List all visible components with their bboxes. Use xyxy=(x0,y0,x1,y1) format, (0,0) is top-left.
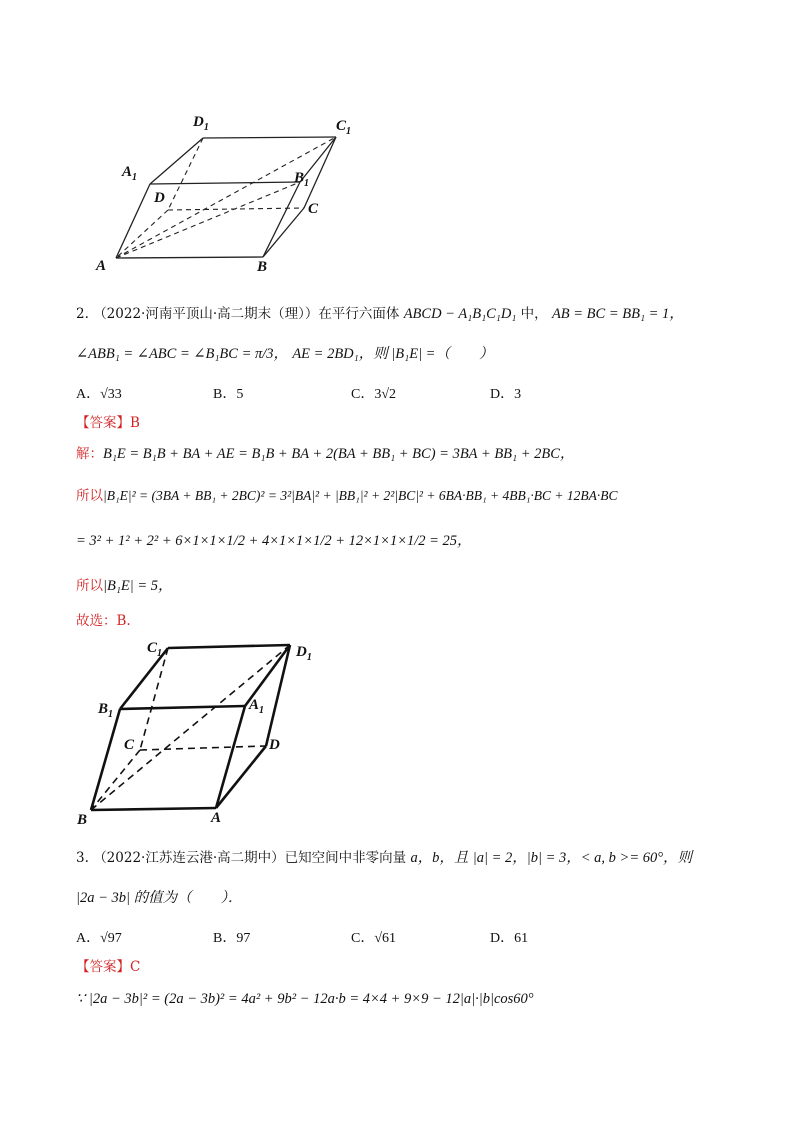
question-2-stem: 2. （2022·河南平顶山·高二期末（理））在平行六面体 ABCD − A₁B₁C₁D₁ 中， AB = BC = BB₁ = 1， xyxy=(76,306,684,322)
solution-2-conclusion: 故选：B. xyxy=(76,613,131,629)
vertex-label-A1: $A_1$ xyxy=(249,697,265,716)
vertex-label-D1: $D_1$ xyxy=(296,644,312,663)
solution-2-line-3: = 3² + 1² + 2² + 6×1×1×1/2 + 4×1×1×1/2 + 12×1×1×1/2 = 25， xyxy=(76,533,472,549)
vertex-label-C1: $C_1$ xyxy=(147,640,163,659)
vertex-label-C: C xyxy=(124,737,135,753)
option-3-A: A．√97 xyxy=(76,931,122,946)
vertex-label-B1: $B_1$ xyxy=(98,701,114,720)
option-3-D: D．61 xyxy=(490,931,529,946)
vertex-label-B1: $B_1$ xyxy=(294,170,310,189)
vertex-label-D1: $D_1$ xyxy=(193,114,209,133)
vertex-label-A: A xyxy=(96,258,107,274)
answer-3: 【答案】C xyxy=(76,959,141,975)
option-2-D: D．3 xyxy=(490,387,522,402)
option-2-B: B．5 xyxy=(213,387,244,402)
vertex-label-A: A xyxy=(211,810,222,826)
vertex-label-C1: $C_1$ xyxy=(336,118,352,137)
vertex-label-D: D xyxy=(269,737,280,753)
option-3-C: C．√61 xyxy=(351,931,397,946)
vertex-label-D: D xyxy=(154,190,165,206)
vertex-label-C: C xyxy=(308,201,319,217)
question-2-conditions: ∠ABB₁ = ∠ABC = ∠B₁BC = π/3， AE = 2BD₁，则 |B₁E| =（ ） xyxy=(76,346,494,362)
solution-2-line-2: 所以|B₁E|² = (3BA + BB₁ + 2BC)² = 3²|BA|² + |BB₁|² + 2²|BC|² + 6BA·BB₁ + 4BB₁·BC + 12BA·BC xyxy=(76,488,618,504)
option-2-A: A．√33 xyxy=(76,387,122,402)
option-3-B: B．97 xyxy=(213,931,251,946)
question-3-stem: 3. （2022·江苏连云港·高二期中）已知空间中非零向量 a，b，且 |a| = 2，|b| = 3，< a, b >= 60°，则 xyxy=(76,850,693,866)
solution-3-line-1: ∵ |2a − 3b|² = (2a − 3b)² = 4a² + 9b² − 12a·b = 4×4 + 9×9 − 12|a|·|b|cos60° xyxy=(76,991,534,1007)
answer-2: 【答案】B xyxy=(76,415,140,431)
question-3-line-2: |2a − 3b| 的值为（ ）． xyxy=(76,890,243,906)
solution-2-line-1: 解：B₁E = B₁B + BA + AE = B₁B + BA + 2(BA + BB₁ + BC) = 3BA + BB₁ + 2BC， xyxy=(76,446,575,462)
vertex-label-B: B xyxy=(257,259,268,275)
solution-2-line-4: 所以|B₁E| = 5， xyxy=(76,578,173,594)
vertex-label-B: B xyxy=(77,812,88,828)
option-2-C: C．3√2 xyxy=(351,387,397,402)
vertex-label-A1: $A_1$ xyxy=(122,164,138,183)
